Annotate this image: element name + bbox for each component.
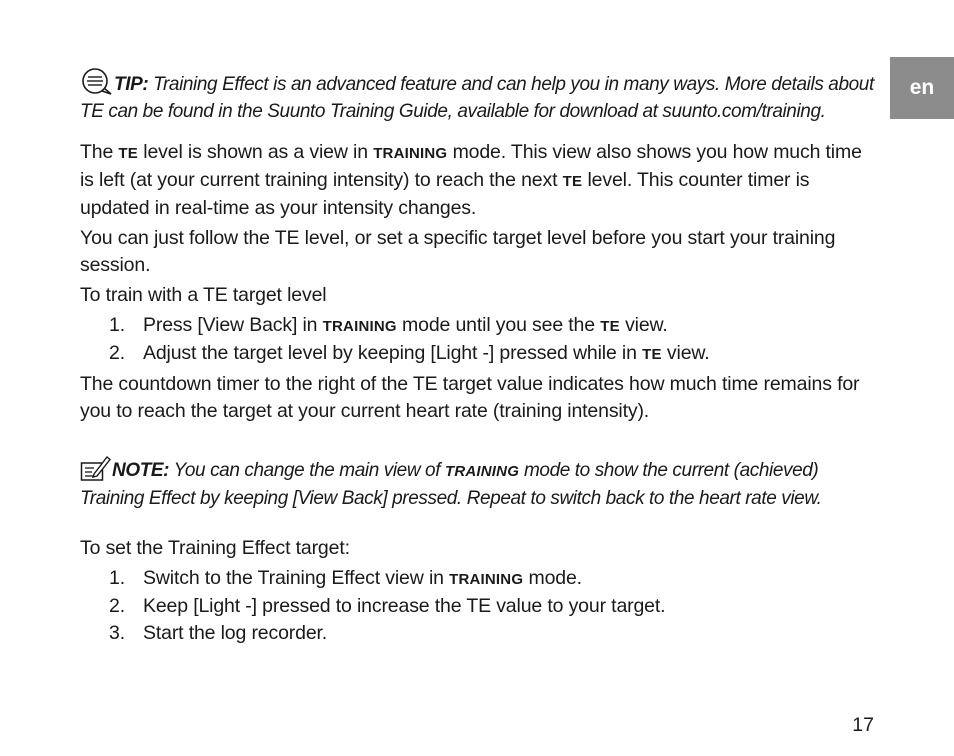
page-number: 17 xyxy=(852,714,874,736)
steps-list-set-target xyxy=(80,565,880,647)
text-run: level. This counter timer is updated in real-time as your intensity changes. xyxy=(80,169,810,219)
text-run: mode until you see the xyxy=(396,314,601,336)
step-text xyxy=(143,340,710,368)
text-run: view. xyxy=(619,314,668,336)
paragraph-train-with-target: To train with a TE target level xyxy=(80,284,327,306)
term-te: TE xyxy=(118,145,138,162)
step-number: 1. xyxy=(109,314,125,336)
term-training: TRAINING xyxy=(373,145,448,162)
step-text xyxy=(143,312,668,340)
language-tab: en xyxy=(890,57,954,119)
term-te: TE xyxy=(600,318,620,335)
paragraph-countdown: The countdown timer to the right of the TE target value indicates how much time remains for you to reach the target at your current heart rate (training intensity). xyxy=(80,373,860,422)
text-run: level is shown as a view in xyxy=(138,141,374,163)
paragraph-follow-te: You can just follow the TE level, or set a specific target level before you start your training session. xyxy=(80,227,836,276)
spacer xyxy=(80,428,880,454)
text-run: Press [View Back] in xyxy=(143,314,323,336)
step-number: 2. xyxy=(109,342,125,364)
step-number: 1. xyxy=(109,567,125,589)
tip-label: TIP: xyxy=(114,74,149,95)
steps-list-train xyxy=(80,312,880,368)
note-callout xyxy=(80,454,880,512)
text-run: You can change the main view of xyxy=(169,460,445,481)
term-training: TRAINING xyxy=(322,318,397,335)
term-te: TE xyxy=(642,346,662,363)
list-item xyxy=(80,593,880,620)
text-run: mode. xyxy=(523,567,582,589)
text-run: Adjust the target level by keeping [Light -] pressed while in xyxy=(143,342,643,364)
step-text: Keep [Light -] pressed to increase the TE value to your target. xyxy=(143,595,666,617)
list-item xyxy=(80,312,880,340)
term-training: TRAINING xyxy=(444,463,520,480)
step-number: 2. xyxy=(109,595,125,617)
text-run: view. xyxy=(661,342,710,364)
step-text xyxy=(143,565,582,593)
text-run: mode to show the current (achieved) Training Effect by keeping [View Back] pressed. Repeat to switch back to the heart rate view. xyxy=(80,460,822,509)
tip-icon xyxy=(80,68,114,96)
page-content xyxy=(80,68,880,650)
tip-callout xyxy=(80,68,880,125)
term-training: TRAINING xyxy=(449,571,524,588)
list-item xyxy=(80,620,880,647)
paragraph-te-level xyxy=(80,139,880,222)
text-run: Switch to the Training Effect view in xyxy=(143,567,450,589)
tip-text: Training Effect is an advanced feature and can help you in many ways. More details about TE can be found in the Suunto Training Guide, available for download at suunto.com/training. xyxy=(80,74,874,122)
list-item xyxy=(80,565,880,593)
note-icon xyxy=(80,454,112,482)
paragraph-set-target: To set the Training Effect target: xyxy=(80,537,350,559)
note-label: NOTE: xyxy=(112,460,170,481)
text-run: mode. This view also shows you how much time is left (at your current training intensity) to reach the next xyxy=(80,141,862,191)
spacer xyxy=(80,526,880,535)
term-te: TE xyxy=(562,173,583,190)
list-item xyxy=(80,340,880,368)
step-number: 3. xyxy=(109,622,125,644)
text-run: The xyxy=(80,141,119,163)
step-text: Start the log recorder. xyxy=(143,622,328,644)
